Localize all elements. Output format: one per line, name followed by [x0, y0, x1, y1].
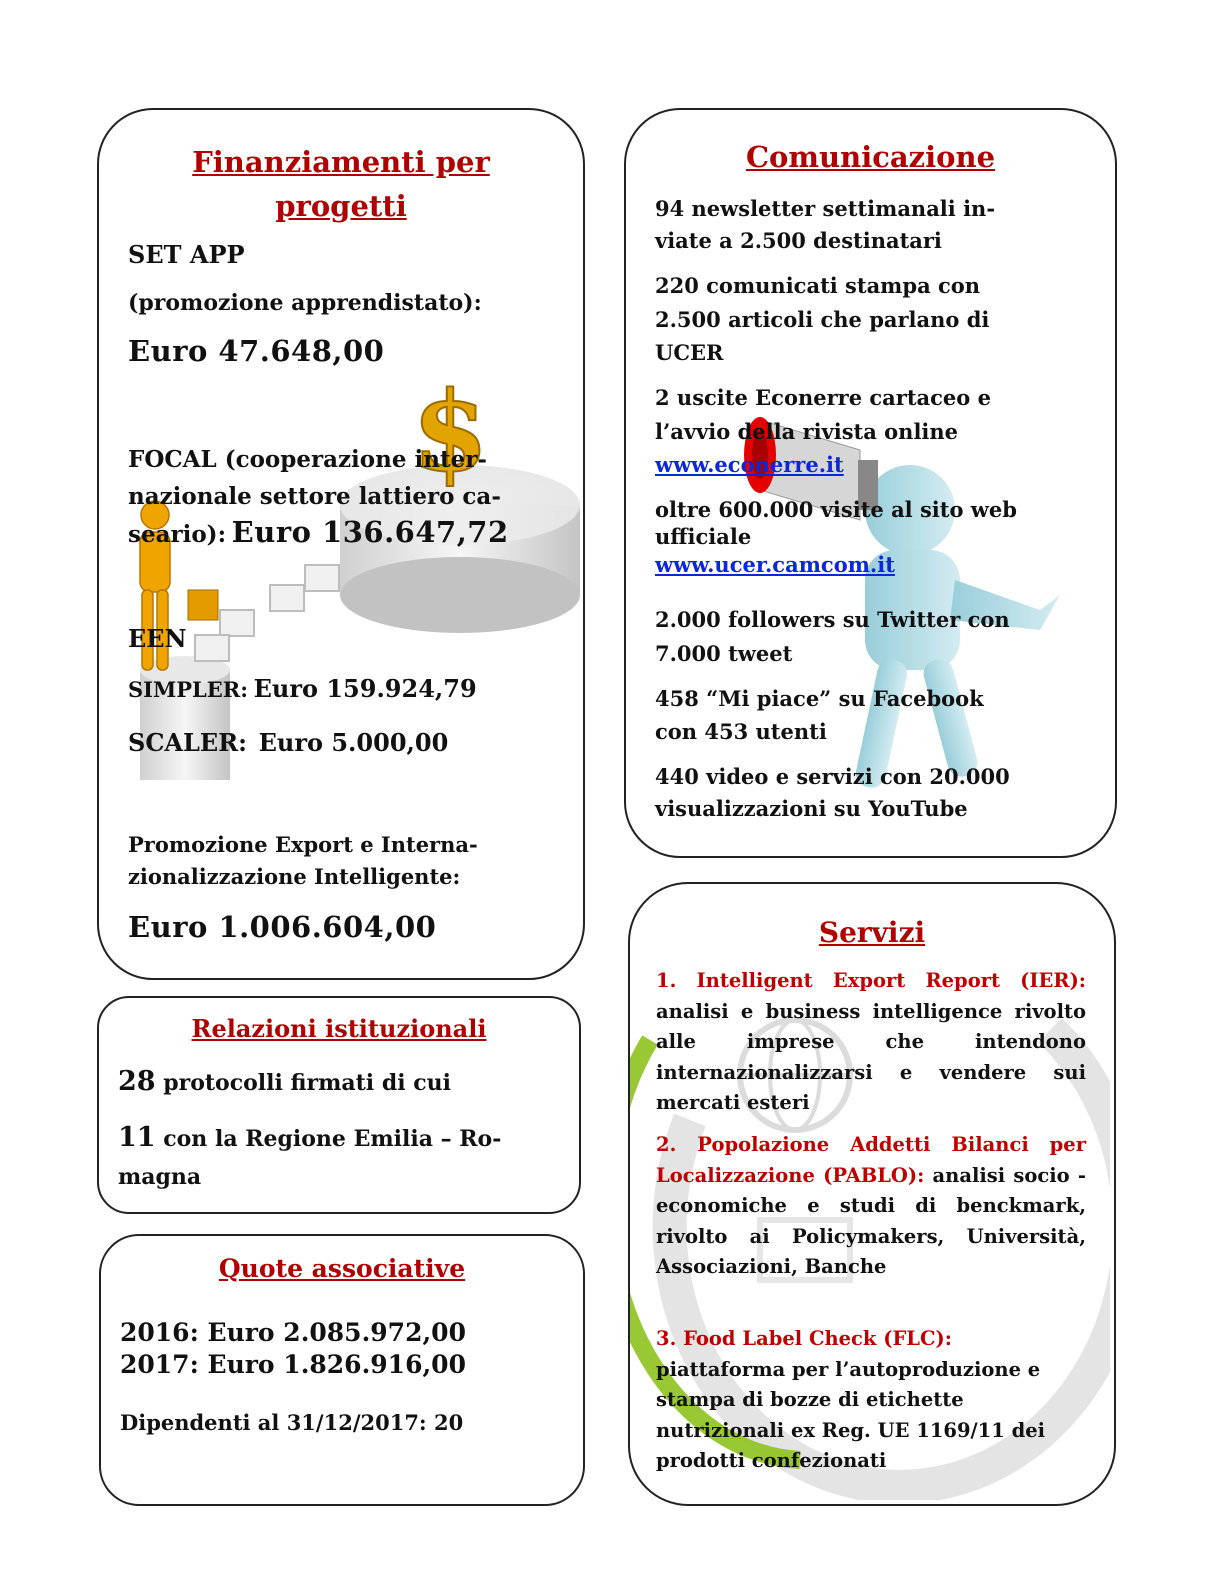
- finanziamenti-title-line1: Finanziamenti per: [192, 145, 490, 179]
- setapp-amount: Euro 47.648,00: [128, 334, 385, 368]
- promo-amount: Euro 1.006.604,00: [128, 910, 437, 944]
- focal-line3: [128, 515, 509, 549]
- servizio-3: [656, 1324, 1086, 1477]
- scaler-label: SCALER:: [128, 728, 248, 757]
- com-item2-l3: UCER: [655, 340, 724, 365]
- een-label: EEN: [128, 624, 187, 653]
- focal-line1: [128, 446, 487, 473]
- com-item6-l1: 458 “Mi piace” su Facebook: [655, 686, 984, 711]
- servizio-1-body: analisi e business intelligence rivolto alle imprese che intendono internazionalizzarsi e vendere sui mercati esteri: [656, 999, 1086, 1114]
- focal-prefix: seario):: [128, 521, 227, 548]
- focal-desc: (cooperazione inter-: [216, 446, 487, 473]
- promo-line1: Promozione Export e Interna-: [128, 832, 478, 857]
- finanziamenti-title-line2: progetti: [275, 189, 407, 223]
- com-item4-l2: ufficiale: [655, 524, 752, 549]
- servizio-2-body: analisi socio - economiche e studi di benckmark, rivolto ai Policymakers, Università, Associazioni, Banche: [656, 1163, 1086, 1278]
- servizio-3-body: piattaforma per l’autoproduzione e stampa di bozze di etichette nutrizionali ex Reg. UE 1169/11 dei prodotti confezionati: [656, 1357, 1046, 1472]
- megaphone-illustration: [740, 380, 1120, 810]
- com-item7-l2: visualizzazioni su YouTube: [655, 796, 968, 821]
- com-item4-l1: oltre 600.000 visite al sito web: [655, 497, 1017, 522]
- com-item5-l2: 7.000 tweet: [655, 641, 793, 666]
- focal-name: FOCAL: [128, 446, 217, 473]
- quote-2016: 2016: Euro 2.085.972,00: [120, 1318, 466, 1347]
- setapp-desc: (promozione apprendistato):: [128, 290, 482, 316]
- relazioni-line1: [118, 1066, 451, 1097]
- finanziamenti-title: [97, 140, 585, 228]
- puzzle-piece-gold: [188, 590, 218, 620]
- com-item2-l2: 2.500 articoli che parlano di: [655, 307, 990, 332]
- relazioni-line3: magna: [118, 1164, 202, 1190]
- quote-title: Quote associative: [218, 1254, 466, 1283]
- simpler-amount: Euro 159.924,79: [253, 674, 477, 703]
- com-item6-l2: con 453 utenti: [655, 719, 827, 744]
- setapp-name: SET APP: [128, 240, 245, 269]
- servizio-2-head: 2. Popolazione Addetti Bilanci per Localizzazione (PABLO):: [656, 1133, 1086, 1187]
- simpler-line: [128, 674, 477, 703]
- scaler-line: [128, 728, 448, 757]
- com-item3-l2: l’avvio della rivista online: [655, 419, 959, 444]
- quote-2017: 2017: Euro 1.826.916,00: [120, 1350, 466, 1379]
- focal-amount: Euro 136.647,72: [231, 515, 509, 549]
- servizio-1: [656, 966, 1086, 1119]
- protocolli-count: 28: [118, 1066, 156, 1097]
- com-item1-l2: viate a 2.500 destinatari: [655, 228, 942, 253]
- dipendenti: Dipendenti al 31/12/2017: 20: [120, 1410, 464, 1435]
- servizio-2: [656, 1130, 1086, 1283]
- relazioni-line2: [118, 1122, 501, 1153]
- relazioni-title: Relazioni istituzionali: [191, 1014, 487, 1043]
- com-item1-l1: 94 newsletter settimanali in-: [655, 196, 996, 221]
- com-item5-l1: 2.000 followers su Twitter con: [655, 607, 1010, 632]
- com-item7-l1: 440 video e servizi con 20.000: [655, 764, 1010, 789]
- servizio-1-head: 1. Intelligent Export Report (IER):: [656, 969, 1086, 992]
- dollar-icon: $: [412, 367, 489, 496]
- regione-count: 11: [118, 1122, 156, 1153]
- econerre-link[interactable]: www.econerre.it: [655, 452, 844, 477]
- com-item3-l1: 2 uscite Econerre cartaceo e: [655, 385, 991, 410]
- servizi-title: Servizi: [818, 916, 926, 949]
- promo-line2: zionalizzazione Intelligente:: [128, 864, 461, 889]
- scaler-amount: Euro 5.000,00: [258, 728, 449, 757]
- focal-line2: nazionale settore lattiero ca-: [128, 483, 501, 510]
- com-item2-l1: 220 comunicati stampa con: [655, 273, 981, 298]
- protocolli-text: protocolli firmati di cui: [155, 1070, 451, 1096]
- comunicazione-title: Comunicazione: [745, 140, 996, 174]
- ucer-link[interactable]: www.ucer.camcom.it: [655, 552, 895, 577]
- simpler-label: SIMPLER:: [128, 677, 249, 702]
- servizio-3-head: 3. Food Label Check (FLC):: [656, 1327, 952, 1350]
- regione-text: con la Regione Emilia – Ro-: [155, 1126, 502, 1152]
